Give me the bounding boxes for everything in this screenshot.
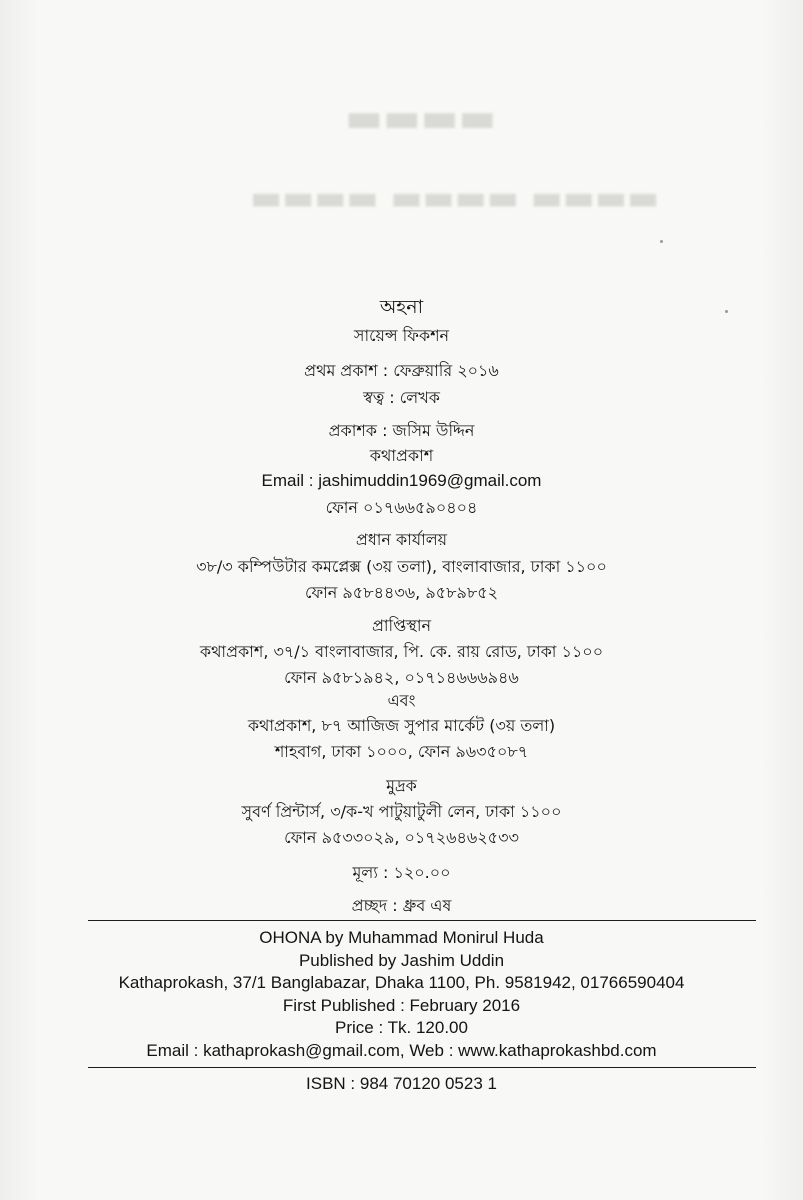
outlet2-address-phone: শাহবাগ, ঢাকা ১০০০, ফোন ৯৬৩৫০৮৭ — [274, 742, 529, 761]
book-genre: সায়েন্স ফিকশন — [353, 326, 450, 345]
show-through-mark: ▬▬▬▬ ▬▬▬▬ ▬▬▬▬ — [250, 178, 660, 218]
publisher-phone-bn: ফোন ০১৭৬৬৫৯০৪০৪ — [325, 498, 478, 517]
head-office-label: প্রধান কার্যালয় — [355, 530, 448, 549]
book-title: অহনা — [379, 296, 424, 318]
publisher-email: Email : jashimuddin1969@gmail.com — [261, 471, 542, 490]
cover-artist-bn: প্রচ্ছদ : ধ্রুব এষ — [351, 896, 452, 915]
english-address: Kathaprokash, 37/1 Banglabazar, Dhaka 1100, Ph. 9581942, 01766590404 — [118, 973, 685, 992]
printer-address: সুবর্ণ প্রিন্টার্স, ৩/ক-খ পাটুয়াটুলী লেন, ঢাকা ১১০০ — [241, 802, 562, 821]
copyright-bn: স্বত্ব : লেখক — [363, 388, 440, 407]
first-published-bn: প্রথম প্রকাশ : ফেব্রুয়ারি ২০১৬ — [304, 361, 499, 380]
outlet2-address: কথাপ্রকাশ, ৮৭ আজিজ সুপার মার্কেট (৩য় তলা) — [247, 716, 556, 735]
english-first-published: First Published : February 2016 — [282, 996, 521, 1015]
show-through-mark: ▬▬▬▬ — [345, 95, 497, 141]
english-publisher: Published by Jashim Uddin — [298, 951, 505, 970]
head-office-phone: ফোন ৯৫৮৪৪৩৬, ৯৫৮৯৮৫২ — [304, 583, 499, 602]
isbn: ISBN : 984 70120 0523 1 — [306, 1074, 497, 1093]
english-title-author: OHONA by Muhammad Monirul Huda — [259, 928, 544, 947]
outlet1-phone: ফোন ৯৫৮১৯৪২, ০১৭১৪৬৬৬৯৪৬ — [284, 668, 519, 687]
outlets-label: প্রাপ্তিস্থান — [371, 616, 432, 635]
divider-top — [88, 920, 756, 921]
price-bn: মূল্য : ১২০.০০ — [352, 863, 451, 882]
publisher-bn: প্রকাশক : জসিম উদ্দিন — [328, 421, 475, 440]
publisher-house-bn: কথাপ্রকাশ — [369, 446, 434, 465]
printer-phone: ফোন ৯৫৩৩০২৯, ০১৭২৬৪৬২৫৩৩ — [284, 828, 519, 847]
printer-label: মুদ্রক — [386, 776, 417, 795]
english-contact: Email : kathaprokash@gmail.com, Web : www.kathaprokashbd.com — [146, 1041, 657, 1060]
head-office-address: ৩৮/৩ কম্পিউটার কমপ্লেক্স (৩য় তলা), বাংলাবাজার, ঢাকা ১১০০ — [196, 557, 607, 576]
outlet1-address: কথাপ্রকাশ, ৩৭/১ বাংলাবাজার, পি. কে. রায় রোড, ঢাকা ১১০০ — [199, 642, 604, 661]
divider-bottom — [88, 1067, 756, 1068]
english-price: Price : Tk. 120.00 — [335, 1018, 468, 1037]
paper-speck — [660, 240, 663, 243]
and-conjunction: এবং — [387, 691, 416, 710]
